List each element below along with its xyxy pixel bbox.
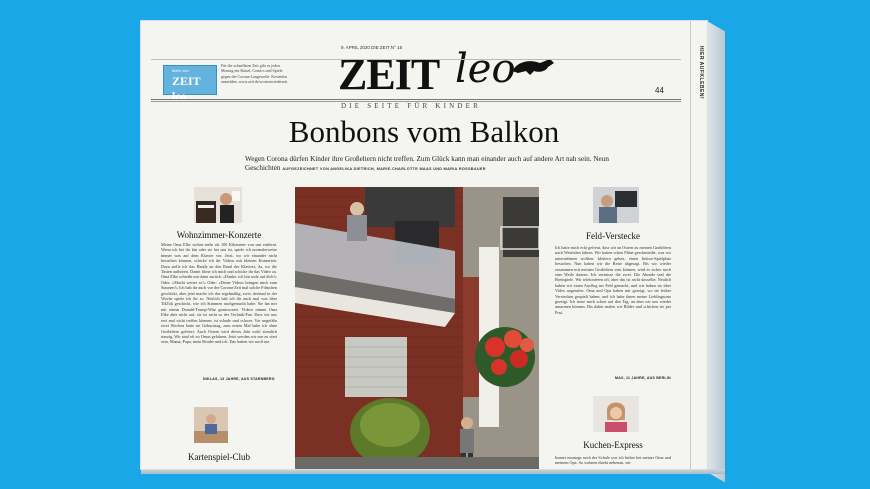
masthead-rule-2 (151, 101, 681, 102)
masthead-rule (151, 99, 681, 100)
story-text-1: Meine Oma Elke wohnt mehr als 100 Kilometer von uns entfernt. Wenn ich bei ihr bin oder sie bei uns ist, spiele ich normalerweise immer was auf dem Klavier vor. Jetzt, wo wir einander nicht besuchen können, schicke ich ihr Videos mit kleinen Konzerten. Dazu stelle ich das Handy an den Rand des Klaviers, da, wo die Tasten aufhören. Damit filme ich mich und schicke ihr das Video zu. Oma Elke schreibt mir dann zurück: »Danke, ich bin stolz auf dich!« Oder: »Macht weiter so!« Oder: »Deine Videos bringen mich zum Staunen!« Ich hab ihr auch vor der Corona-Zeit mal solche Filmchen geschickt, aber jetzt mache ich das regelmäßig, zwei, dreimal in der Woche spiele ich ihr so. Neulich hab ich ihr auch mal was über TikTok geschickt, wie ich Stimmen nachgemacht habe. Sie hat mir mit einem Donald-Trump-Witz geantwortet. Videos nimmt Oma Elke aber nicht auf, sie ist nicht so der Technik-Fan. Dass wir uns erst mal nicht treffen können, ist schade und schwer. Vor ungefähr zwei Wochen hatte sie Geburtstag, zum ersten Mal habe ich ohne Großeltern gefeiert. Auch Ostern wird dieses Jahr wohl ziemlich traurig. Wir sind oft zu Omas gefahren. Jetzt werden wir nur zu viert sein, Mama, Papa, mein Bruder und ich. Das hatten wir noch nie. (161, 242, 277, 345)
promo-small-text: Mehr von (172, 68, 189, 73)
headline: Bonbons vom Balkon (288, 114, 560, 149)
paper-edge-right (707, 21, 725, 482)
masthead (338, 47, 538, 103)
story-byline-2: MAX, 11 JAHRE, AUS BERLIN (615, 376, 671, 380)
story-text-4: Immer montags nach der Schule war ich bisher bei meiner Oma und meinem Opa. So wohnen direkt nebenan, wir (555, 455, 671, 466)
side-strip (690, 21, 707, 469)
main-photo-balcony (295, 187, 539, 469)
promo-logo: ZEIT leo (172, 74, 201, 103)
photo-kuchen (593, 396, 639, 432)
photo-kartenspiel (194, 407, 228, 443)
top-rule (151, 59, 681, 60)
page-number: 44 (655, 86, 664, 95)
story-text-2: Ich hatte mich echt gefreut, dass wir an Ostern zu meinen Großeltern nach Westfalen fahren. Wir hatten schon Pläne geschmiedet, was wir unternehmen wollten: klettern gehen, einen Indoor-Spielplatz besuchen. Nun haben wir die Reise abgesagt. Bis wir wieder zusammen mit meinen Großeltern sein können, wird es sicher noch eine Weile dauern. Ich vermisse die zwei. Die Abende und die Brettspiele. Wir telefonieren oft, aber das ist nicht dasselbe. Neulich haben wir einen Ausflug ins Feld gemacht, und wir haben sie über Video angerufen. Oma und Opa haben mir gezeigt, wo sie früher Verstecken gespielt haben, und ich habe ihnen meine Lieblingsorte gezeigt. Ich freue mich schon auf den Tag, an dem wir uns wieder umarmen können. Bis dahin malen wir Bilder und schicken sie per Post. (555, 245, 671, 315)
dek-credit: AUFGEZEICHNET VON ANGELIKA DIETRICH, MARIE-CHARLOTTE MAAS UND MARIA ROSSBAUER (282, 167, 486, 171)
newspaper-page (141, 21, 707, 469)
masthead-zeit: ZEIT (338, 50, 440, 99)
story-title-2: Feld-Verstecke (586, 231, 640, 241)
story-title-3: Kartenspiel-Club (188, 452, 250, 462)
story-title-1: Wohnzimmer-Konzerte (176, 230, 262, 240)
side-label: HIER AUFKLEBEN! (698, 46, 704, 100)
promo-copy: Für die schnellsten Zeit gibt es jeden Montag ein Rätsel, Comics und Spiele gegen die Corona-Langeweile. Kostenlos anmelden: www.zeit.de/wortenwiederzeit (221, 63, 288, 84)
dek (245, 155, 615, 174)
masthead-leo: leo (455, 46, 516, 92)
promo-box (163, 65, 217, 103)
paper-edge-bottom (141, 469, 725, 474)
masthead-subtitle: DIE SEITE FÜR KINDER (341, 102, 482, 110)
story-title-4: Kuchen-Express (583, 440, 643, 450)
photo-niklas (194, 187, 242, 223)
dateline: 9. APRIL 2020 DIE ZEIT N° 16 (341, 45, 403, 50)
photo-max (593, 187, 639, 223)
dek-text: Wegen Corona dürfen Kinder ihre Großeltern nicht treffen. Zum Glück kann man einander auch auf andere Art nah sein. Neun Geschichten (245, 155, 609, 172)
story-byline-1: NIKLAS, 13 JAHRE, AUS STARNBERG (203, 377, 275, 381)
